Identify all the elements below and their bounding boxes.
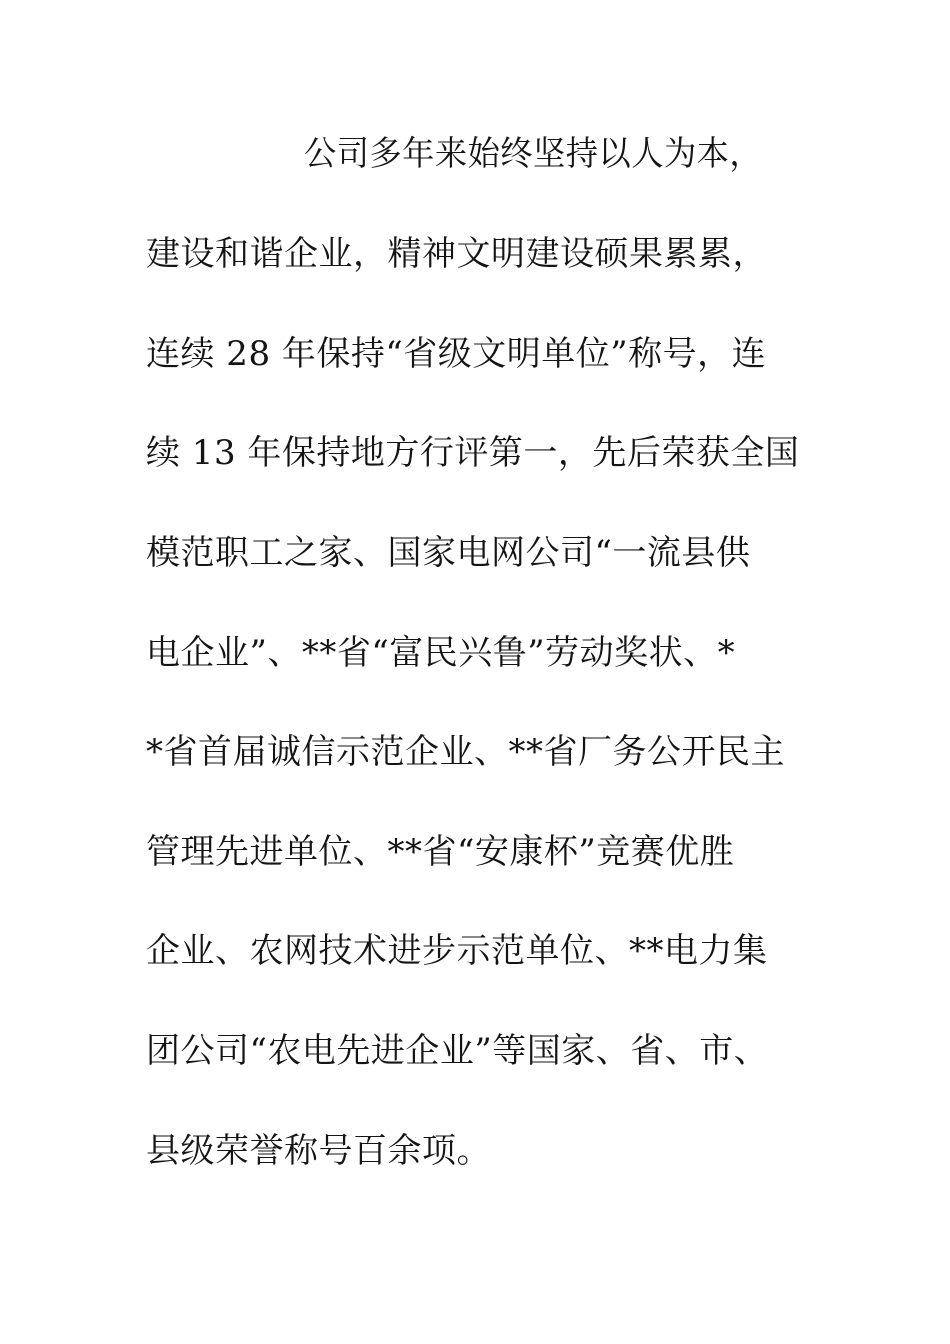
paragraph-line-10: 团公司“农电先进企业”等国家、省、市、 xyxy=(146,1031,769,1071)
paragraph-line-5: 模范职工之家、国家电网公司“一流县供 xyxy=(146,533,751,573)
paragraph-line-7: *省首届诚信示范企业、**省厂务公开民主 xyxy=(146,732,785,772)
paragraph-line-3: 连续 28 年保持“省级文明单位”称号，连 xyxy=(146,334,767,374)
paragraph-line-9: 企业、农网技术进步示范单位、**电力集 xyxy=(146,931,768,971)
paragraph-line-6: 电企业”、**省“富民兴鲁”劳动奖状、* xyxy=(146,633,736,673)
paragraph-line-8: 管理先进单位、**省“安康杯”竞赛优胜 xyxy=(146,832,735,872)
paragraph-line-2: 建设和谐企业，精神文明建设硕果累累， xyxy=(146,234,767,274)
paragraph-line-11: 县级荣誉称号百余项。 xyxy=(146,1131,491,1171)
paragraph-line-1: 公司多年来始终坚持以人为本， xyxy=(304,134,763,174)
paragraph-line-4: 续 13 年保持地方行评第一，先后荣获全国 xyxy=(146,433,800,473)
